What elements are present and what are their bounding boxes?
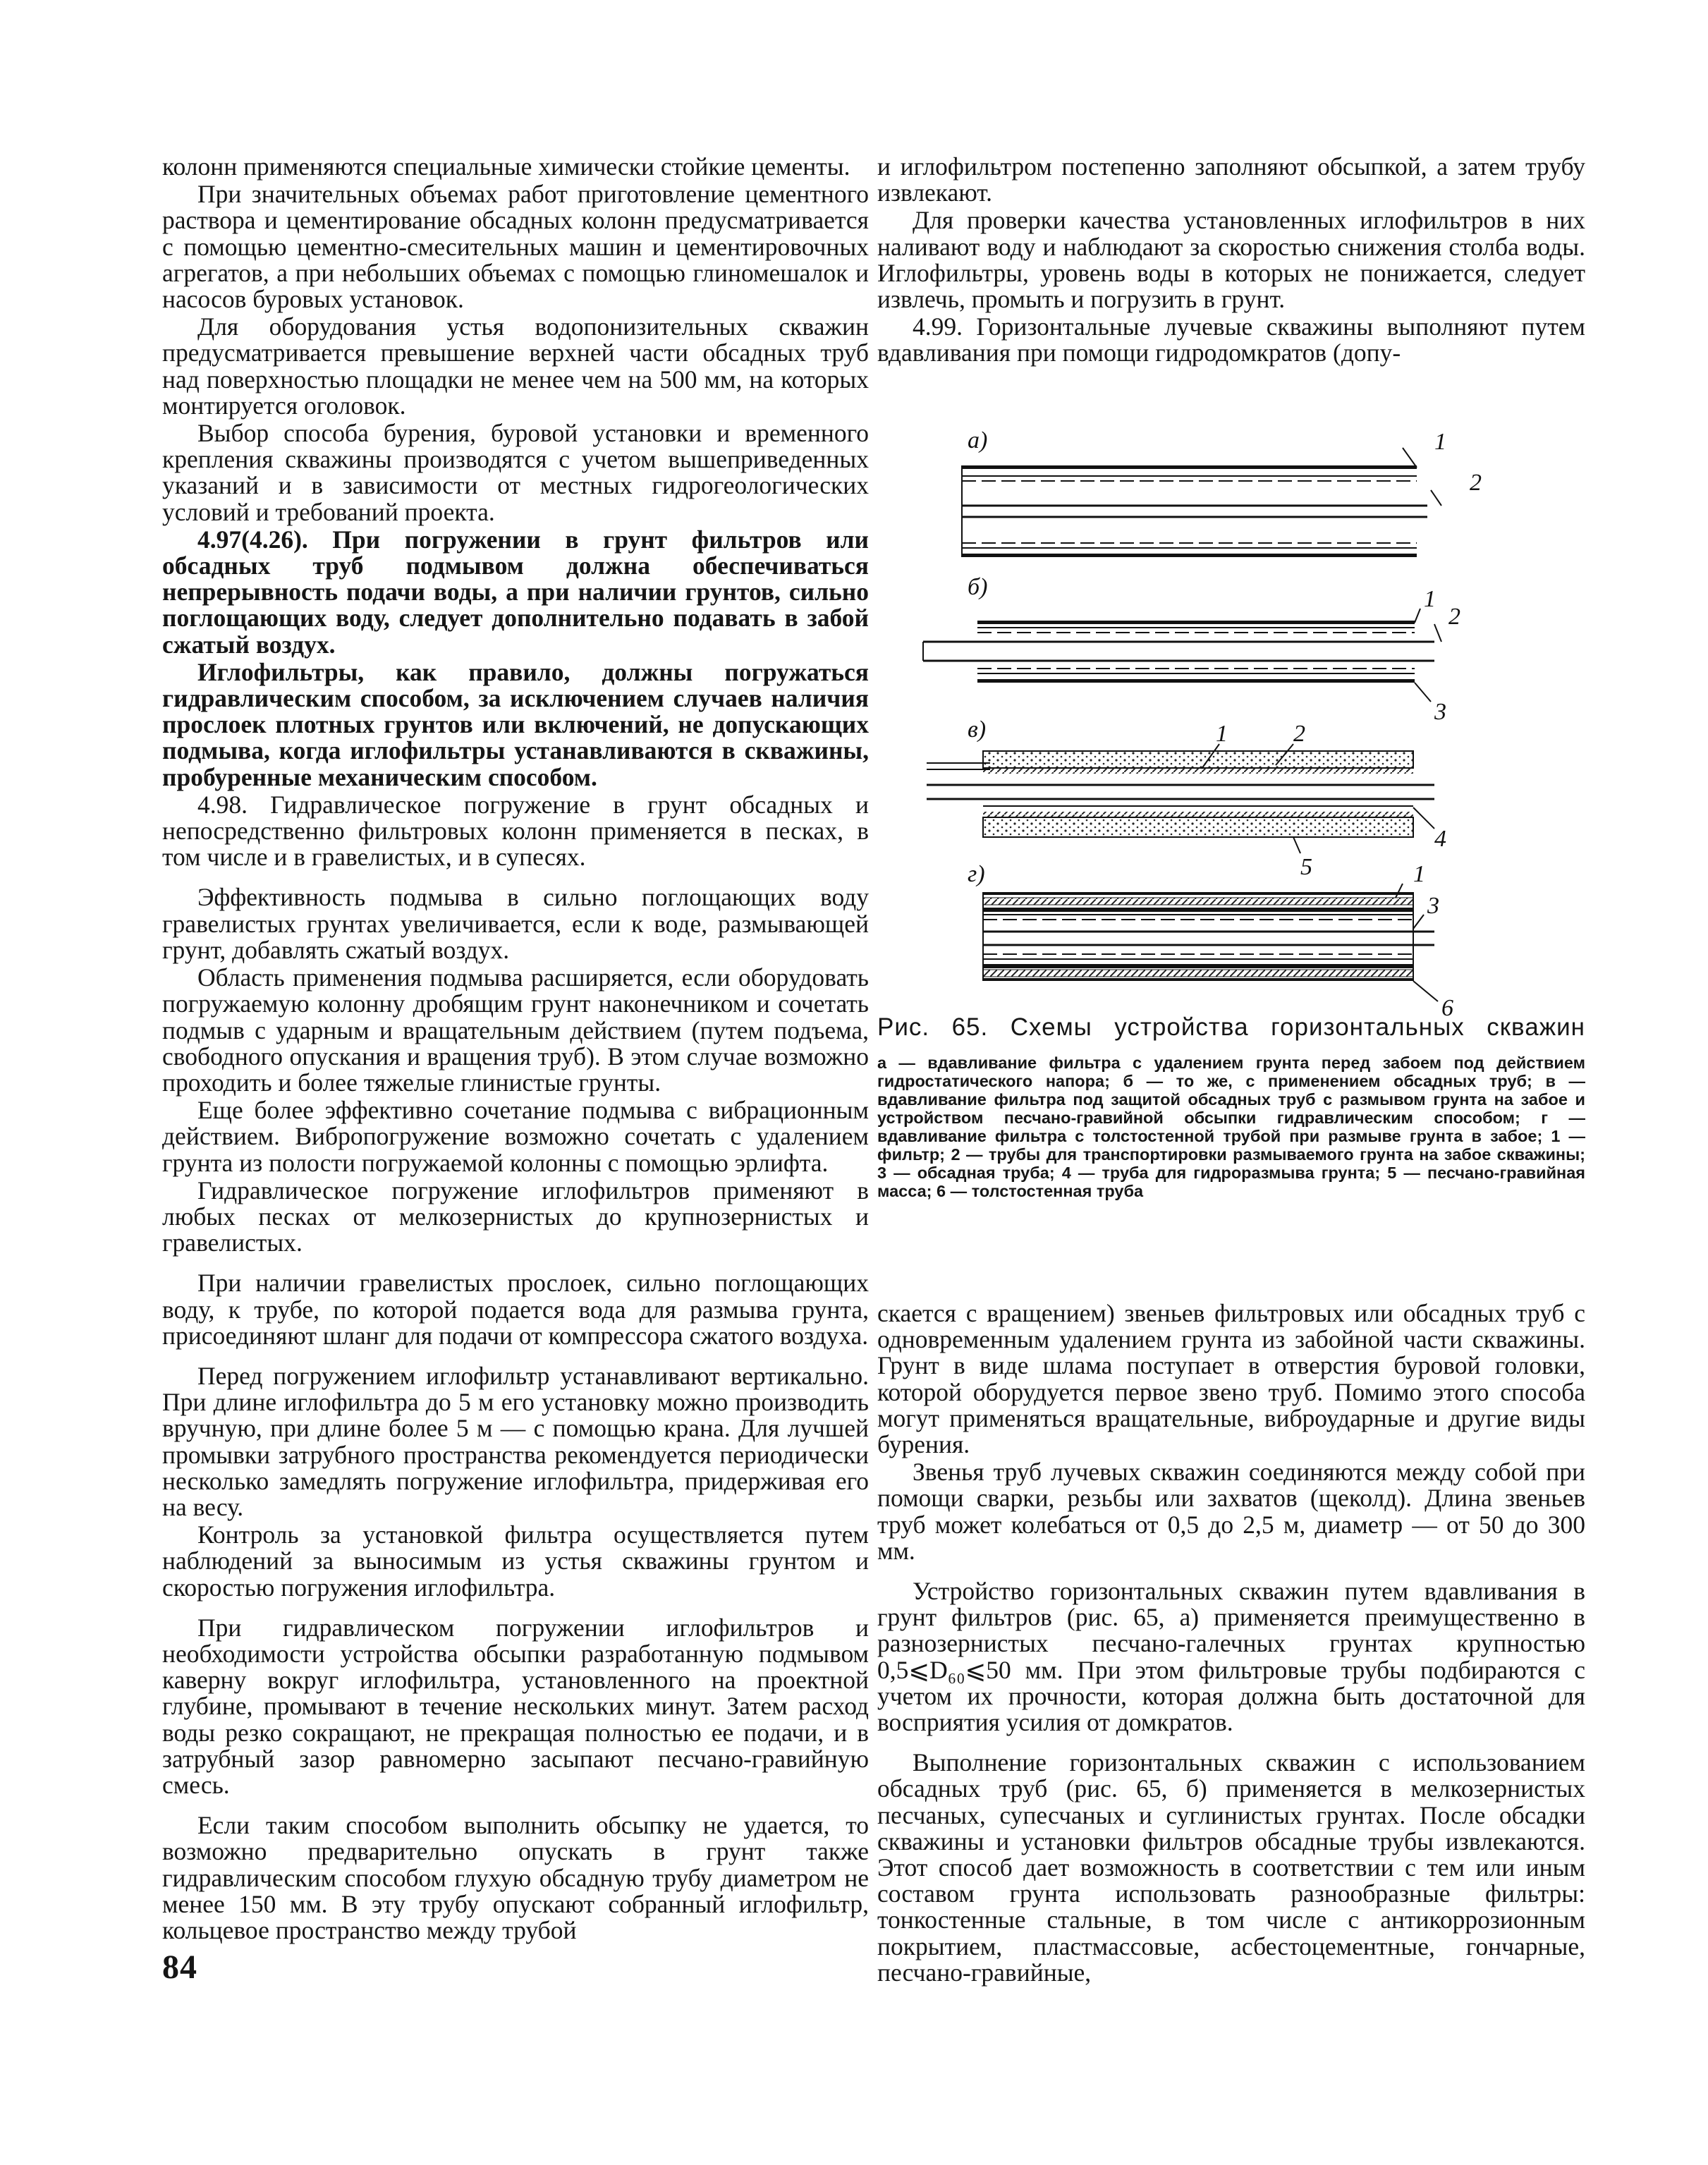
paragraph: Выполнение горизонтальных скважин с использованием обсадных труб (рис. 65, б) применяется в мелкозернистых песчаных, супесчаных и суглинистых грунтах. После обсадки скважины и установки фильтров обсадные трубы извлекаются. Этот способ дает возможность в соответствии с тем или иным составом грунта использовать разнообразные фильтры: тонкостенные стальные, в том числе с антикоррозионным покрытием, пластмассовые, асбестоцементные, гончарные, песчано-гравийные, — [877, 1748, 1585, 1987]
needle-filter-paragraph: Иглофильтры, как правило, должны погружаться гидравлическим способом, за исключением случаев наличия прослоек плотных грунтов или включений, не допускающих подмыва, когда иглофильтры устанавливаются в скважины, пробуренные механическим способом. — [162, 657, 869, 791]
scheme-g — [983, 861, 1453, 1019]
paragraph: Выбор способа бурения, буровой установки и временного крепления скважины производятся с учетом вышеприведенных указаний и в зависимости от местных гидрогеологических условий и требований проекта. — [162, 419, 869, 526]
callout-4: 4 — [1434, 826, 1446, 852]
label-g: г) — [968, 861, 985, 887]
scheme-b — [923, 586, 1460, 725]
paragraph: Устройство горизонтальных скважин путем вдавливания в грунт фильтров (рис. 65, а) применяется преимущественно в разнозернистых песчано-галечных грунтах крупностью 0,5⩽D₆₀⩽50 мм. При этом фильтровые трубы подбираются с учетом их прочности, которая должна быть достаточной для восприятия усилия от домкратов. — [877, 1577, 1585, 1737]
scheme-a — [962, 429, 1482, 557]
callout-1: 1 — [1434, 429, 1446, 455]
paragraph: При наличии гравелистых прослоек, сильно поглощающих воду, к трубе, по которой подается вода для размыва грунта, присоединяют шланг для подачи от компрессора сжатого воздуха. — [162, 1269, 869, 1350]
callout-2: 2 — [1293, 721, 1305, 747]
callout-1: 1 — [1424, 586, 1436, 612]
callout-2: 2 — [1448, 604, 1460, 630]
section-4-99-paragraph: 4.99. Горизонтальные лучевые скважины выполняют путем вдавливания при помощи гидродомкратов (допу- — [877, 312, 1585, 367]
paragraph: Еще более эффективно сочетание подмыва с вибрационным действием. Вибропогружение возможно сочетать с удалением грунта из полости погружаемой колонны с помощью эрлифта. — [162, 1096, 869, 1177]
callout-3: 3 — [1427, 893, 1439, 919]
paragraph: Для оборудования устья водопонизительных скважин предусматривается превышение верхней части обсадных труб над поверхностью площадки не менее чем на 500 мм, на которых монтируется оголовок. — [162, 312, 869, 420]
paragraph: Звенья труб лучевых скважин соединяются между собой при помощи сварки, резьбы или захватов (щеколд). Длина звеньев труб может колебаться от 0,5 до 2,5 м, диаметр — от 50 до 300 мм. — [877, 1458, 1585, 1565]
figure-caption-legend: а — вдавливание фильтра с удалением грунта перед забоем под действием гидростатического напора; б — то же, с применением обсадных труб; в — вдавливание фильтра под защитой обсадных труб с размывом грунта на забое и устройством песчано-гравийной обсыпки гидравлическим способом; г — вдавливание фильтра с толстостенной трубой при размыве грунта в забое; 1 — фильтр; 2 — трубы для транспортировки размываемого грунта на забое скважины; 3 — обсадная труба; 4 — труба для гидроразмыва грунта; 5 — песчано-гравийная масса; 6 — толстостенная труба — [877, 1054, 1585, 1200]
callout-2: 2 — [1470, 470, 1482, 496]
paragraph: Область применения подмыва расширяется, если оборудовать погружаемую колонну дробящим грунт наконечником и сочетать подмыв с ударным и вращательным действием (путем подъема, свободного опускания и вращения труб). В этом случае возможно проходить и более тяжелые глинистые грунты. — [162, 963, 869, 1097]
callout-1: 1 — [1413, 861, 1425, 887]
figure-caption-title: Рис. 65. Схемы устройства горизонтальных скважин — [877, 1013, 1585, 1041]
paragraph: колонн применяются специальные химически стойкие цементы. — [162, 152, 850, 181]
callout-5: 5 — [1300, 854, 1312, 880]
left-column — [162, 154, 869, 1944]
label-v: в) — [968, 716, 987, 743]
paragraph: Для проверки качества установленных иглофильтров в них наливают воду и наблюдают за скоростью снижения столба воды. Иглофильтры, уровень воды в которых не понижается, следует извлечь, промыть и погрузить в грунт. — [877, 206, 1585, 314]
paragraph: Если таким способом выполнить обсыпку не удается, то возможно предварительно опускать в грунт также гидравлическим способом глухую обсадную трубу диаметром не менее 150 мм. В эту трубу опускают собранный иглофильтр, кольцевое пространство между трубой — [162, 1811, 869, 1944]
callout-3: 3 — [1434, 699, 1446, 725]
paragraph: При значительных объемах работ приготовление цементного раствора и цементирование обсадных колонн предусматривается с помощью цементно-смесительных машин и цементировочных агрегатов, а при небольших объемах с помощью глиномешалок и насосов буровых установок. — [162, 180, 869, 314]
right-column-bottom — [877, 1300, 1585, 1986]
section-4-98-paragraph: 4.98. Гидравлическое погружение в грунт обсадных и непосредственно фильтровых колонн применяется в песках, в том числе и в гравелистых, и в супесях. — [162, 790, 869, 872]
figure-65 — [877, 413, 1585, 1019]
scheme-v — [927, 721, 1446, 880]
figure-65-diagram — [877, 413, 1585, 1019]
callout-6: 6 — [1441, 995, 1453, 1019]
page-number: 84 — [162, 1948, 197, 1986]
paragraph: скается с вращением) звеньев фильтровых или обсадных труб с одновременным удалением грунта из забойной части скважины. Грунт в виде шлама поступает в отверстия буровой головки, которой оборудуется первое звено труб. Помимо этого способа могут применяться вращательные, виброударные и другие виды бурения. — [877, 1299, 1585, 1459]
paragraph: Перед погружением иглофильтр устанавливают вертикально. При длине иглофильтра до 5 м его установку можно производить вручную, при длине более 5 м — с помощью крана. Для лучшей промывки затрубного пространства рекомендуется периодически несколько замедлять погружение иглофильтра, придерживая его на весу. — [162, 1361, 869, 1521]
paragraph: и иглофильтром постепенно заполняют обсыпкой, а затем трубу извлекают. — [877, 152, 1585, 207]
paragraph: Эффективность подмыва в сильно поглощающих воду гравелистых грунтах увеличивается, если к воде, размывающей грунт, добавлять сжатый воздух. — [162, 883, 869, 964]
section-4-97-paragraph: 4.97(4.26). При погружении в грунт фильтров или обсадных труб подмывом должна обеспечиваться непрерывность подачи воды, а при наличии грунтов, сильно поглощающих воду, следует дополнительно подавать в забой сжатый воздух. — [162, 525, 869, 659]
paragraph: Контроль за установкой фильтра осуществляется путем наблюдений за выносимым из устья скважины грунтом и скоростью погружения иглофильтра. — [162, 1520, 869, 1602]
label-b: б) — [968, 574, 988, 600]
paragraph: При гидравлическом погружении иглофильтров и необходимости устройства обсыпки разработанную подмывом каверну вокруг иглофильтра, установленного на проектной глубине, промывают в течение нескольких минут. Затем расход воды резко сокращают, не прекращая полностью ее подачи, и в затрубный зазор равномерно засыпают песчано-гравийную смесь. — [162, 1613, 869, 1799]
callout-1: 1 — [1216, 721, 1228, 747]
right-column-top — [877, 154, 1585, 367]
label-a: а) — [968, 427, 988, 453]
paragraph: Гидравлическое погружение иглофильтров применяют в любых песках от мелкозернистых до крупнозернистых и гравелистых. — [162, 1176, 869, 1257]
